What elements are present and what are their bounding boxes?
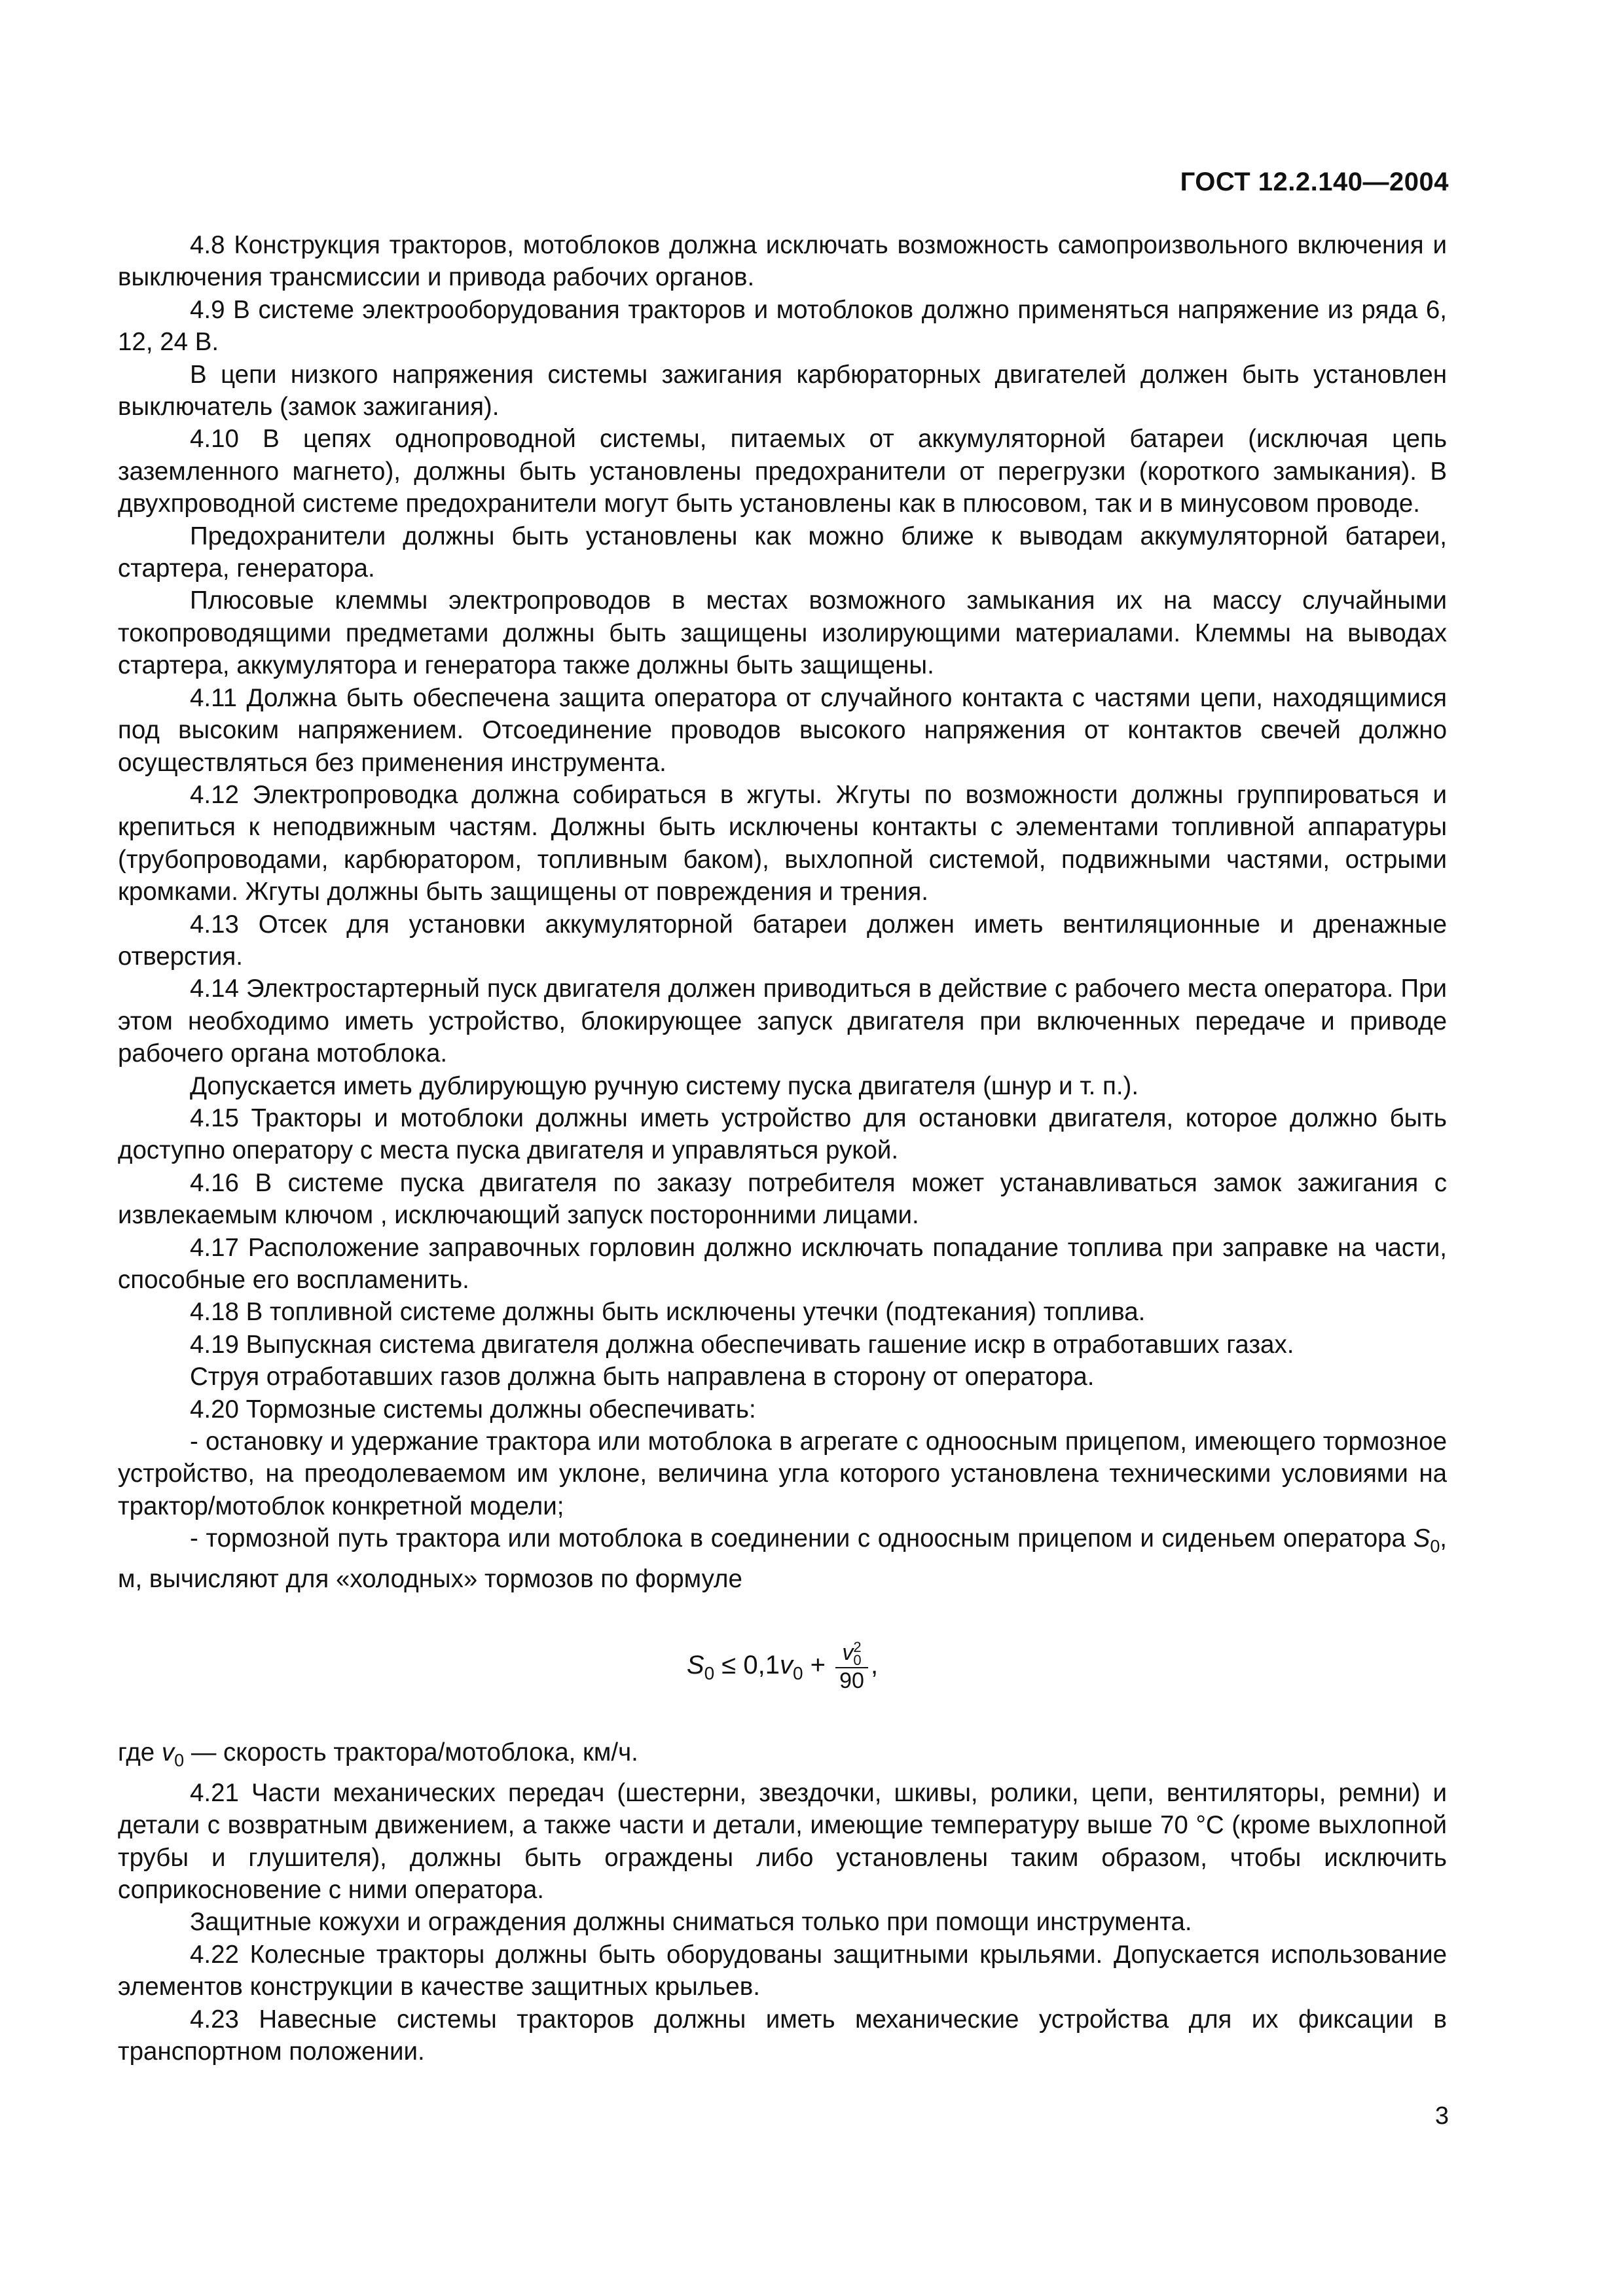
- paragraph-4-9: 4.9 В системе электрооборудования тракторов и мотоблоков должно применяться напряжение из ряда 6, 12, 24 В.: [118, 295, 1447, 357]
- paragraph-4-15: 4.15 Тракторы и мотоблоки должны иметь устройство для остановки двигателя, которое должно быть доступно оператору с места пуска двигателя и управляться рукой.: [118, 1103, 1447, 1165]
- paragraph-4-21: 4.21 Части механических передач (шестерни, звездочки, шкивы, ролики, цепи, вентиляторы, ремни) и детали с возвратным движением, а также части и детали, имеющие температуру выше 70 °С (кроме выхлопной трубы и глушителя), должны быть ограждены либо установлены таким образом, чтобы исключить соприкосновение с ними оператора.: [118, 1778, 1447, 1905]
- paragraph-4-17: 4.17 Расположение заправочных горловин должно исключать попадание топлива при заправке на части, способные его воспламенить.: [118, 1233, 1447, 1294]
- paragraph-4-14: 4.14 Электростартерный пуск двигателя должен приводиться в действие с рабочего места оператора. При этом необходимо иметь устройство, блокирующее запуск двигателя при включенных передаче и приводе рабочего органа мотоблока.: [118, 975, 1447, 1068]
- formula-v-var: v: [779, 1650, 793, 1679]
- paragraph-plus-terminals: Плюсовые клеммы электропроводов в местах возможного замыкания их на массу случайными токопроводящими предметами должны быть защищены изолирующими материалами. Клеммы на выводах стартера, аккумулятора и генератора также должны быть защищены.: [118, 586, 1447, 680]
- paragraph-4-22: 4.22 Колесные тракторы должны быть оборудованы защитными крыльями. Допускается использование элементов конструкции в качестве защитных крыльев.: [118, 1940, 1447, 2001]
- formula-fraction-numerator: [835, 1640, 868, 1668]
- formula-trailing-comma: ,: [870, 1650, 879, 1679]
- formula-fraction-denominator: 90: [839, 1668, 864, 1693]
- paragraph-braking-distance: [118, 1522, 1447, 1596]
- formula-lhs-var: S: [686, 1650, 704, 1679]
- formula-v-sub: 0: [792, 1662, 803, 1683]
- paragraph-4-10: 4.10 В цепях однопроводной системы, питаемых от аккумуляторной батареи (исключая цепь заземленного магнето), должны быть установлены предохранители от перегрузки (короткого замыкания). В двухпроводной системе предохранители могут быть установлены как в плюсовом, так и в минусовом проводе.: [118, 425, 1447, 518]
- where-var: v: [161, 1738, 175, 1767]
- formula-num-var: v: [842, 1640, 854, 1665]
- paragraph-ignition-switch: В цепи низкого напряжения системы зажигания карбюраторных двигателей должен быть установлен выключатель (замок зажигания).: [118, 360, 1447, 422]
- braking-formula: [118, 1640, 1447, 1693]
- formula-num-sub: 0: [853, 1651, 862, 1668]
- where-text: — скорость трактора/мотоблока, км/ч.: [184, 1738, 638, 1767]
- paragraph-4-23: 4.23 Навесные системы тракторов должны иметь механические устройства для их фиксации в транспортном положении.: [118, 2005, 1447, 2066]
- paragraph-4-12: 4.12 Электропроводка должна собираться в жгуты. Жгуты по возможности должны группироваться и крепиться к неподвижным частям. Должны быть исключены контакты с элементами топливной аппаратуры (трубопроводами, карбюратором, топливным баком), выхлопной системой, подвижными частями, острыми кромками. Жгуты должны быть защищены от повреждения и трения.: [118, 780, 1447, 906]
- where-var-sub: 0: [174, 1750, 185, 1770]
- document-body: [118, 229, 1447, 2068]
- paragraph-4-13: 4.13 Отсек для установки аккумуляторной батареи должен иметь вентиляционные и дренажные отверстия.: [118, 910, 1447, 971]
- paragraph-braking-hold: - остановку и удержание трактора или мотоблока в агрегате с одноосным прицепом, имеющего тормозное устройство, на преодолеваемом им уклоне, величина угла которого установлена техническими условиями на трактор/мотоблок конкретной модели;: [118, 1427, 1447, 1520]
- braking-var-s-sub: 0: [1430, 1536, 1440, 1556]
- paragraph-fuses-location: Предохранители должны быть установлены как можно ближе к выводам аккумуляторной батареи, стартера, генератора.: [118, 522, 1447, 583]
- formula-lhs-sub: 0: [704, 1662, 715, 1683]
- paragraph-where-v0: [118, 1736, 1447, 1777]
- page-number: 3: [1434, 2102, 1449, 2130]
- paragraph-4-18: 4.18 В топливной системе должны быть исключены утечки (подтекания) топлива.: [190, 1298, 1146, 1327]
- formula-relation: ≤ 0,1: [721, 1650, 780, 1679]
- paragraph-4-8: 4.8 Конструкция тракторов, мотоблоков должна исключать возможность самопроизвольного включения и выключения трансмиссии и привода рабочих органов.: [118, 231, 1447, 292]
- braking-text-before: - тормозной путь трактора или мотоблока в соединении с одноосным прицепом и сиденьем оператора: [190, 1524, 1413, 1553]
- document-code-header: ГОСТ 12.2.140—2004: [1180, 168, 1449, 196]
- braking-var-s: S: [1413, 1524, 1431, 1553]
- paragraph-4-16: 4.16 В системе пуска двигателя по заказу потребителя может устанавливаться замок зажигания с извлекаемым ключом , исключающий запуск посторонними лицами.: [118, 1168, 1447, 1230]
- paragraph-guards: Защитные кожухи и ограждения должны сниматься только при помощи инструмента.: [190, 1908, 1192, 1937]
- formula-fraction: [835, 1640, 868, 1693]
- formula-plus: +: [810, 1650, 826, 1679]
- paragraph-4-20: 4.20 Тормозные системы должны обеспечивать:: [190, 1395, 756, 1424]
- braking-text-after: , м, вычисляют для «холодных» тормозов по формуле: [118, 1524, 1447, 1594]
- formula-num-sup: 2: [853, 1638, 862, 1655]
- paragraph-4-11: 4.11 Должна быть обеспечена защита оператора от случайного контакта с частями цепи, находящимися под высоким напряжением. Отсоединение проводов высокого напряжения от контактов свечей должно осуществляться без применения инструмента.: [118, 683, 1447, 777]
- where-prefix: где: [118, 1738, 162, 1767]
- paragraph-manual-start: Допускается иметь дублирующую ручную систему пуска двигателя (шнур и т. п.).: [190, 1071, 1139, 1100]
- paragraph-exhaust-direction: Струя отработавших газов должна быть направлена в сторону от оператора.: [190, 1363, 1095, 1391]
- paragraph-4-19: 4.19 Выпускная система двигателя должна обеспечивать гашение искр в отработавших газах.: [190, 1330, 1294, 1359]
